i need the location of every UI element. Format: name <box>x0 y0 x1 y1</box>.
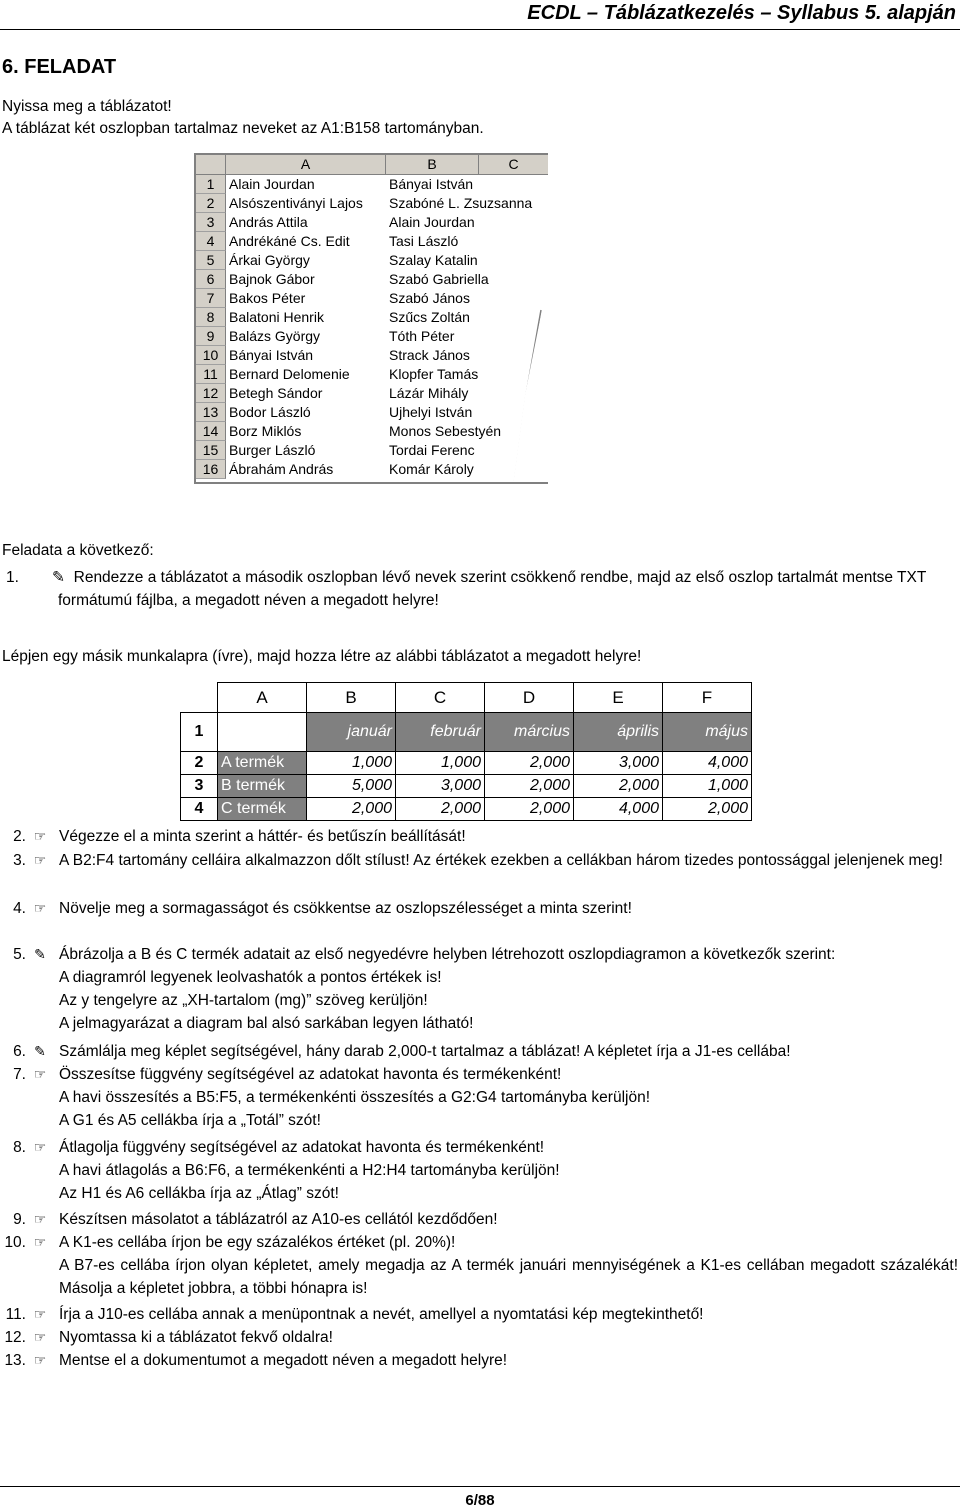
intro-line: A táblázat két oszlopban tartalmaz neveket az A1:B158 tartományban. <box>2 120 484 137</box>
footer-rule <box>0 1486 960 1487</box>
row-number: 1 <box>196 175 226 194</box>
item-text: A K1-es cellába írjon be egy százalékos értéket (pl. 20%)! <box>59 1234 456 1251</box>
value-cell: 2,000 <box>485 752 574 775</box>
cell-a: Borz Miklós <box>229 423 302 439</box>
pointing-hand-icon: ☞ <box>33 1211 47 1227</box>
item-number: 7. <box>13 1066 26 1083</box>
row-number: 4 <box>196 232 226 251</box>
cell-a: Burger László <box>229 442 316 458</box>
cell-a: Alsószentiványi Lajos <box>229 195 363 211</box>
cell-a: Bodor László <box>229 404 311 420</box>
pointing-hand-icon: ☞ <box>33 1139 47 1155</box>
cell-b: Strack János <box>389 347 470 363</box>
cell-a: András Attila <box>229 214 308 230</box>
pointing-hand-icon: ☞ <box>33 1066 47 1082</box>
pencil-icon: ✎ <box>34 946 46 962</box>
item-text: Az y tengelyre az „XH-tartalom (mg)” szöveg kerüljön! <box>59 992 428 1009</box>
pointing-hand-icon: ☞ <box>33 852 47 868</box>
item-text: Összesítse függvény segítségével az adatokat havonta és termékenként! <box>59 1066 562 1083</box>
item-number: 1. <box>6 569 19 586</box>
row-number: 10 <box>196 346 226 365</box>
header-rule <box>0 29 960 30</box>
row-number: 12 <box>196 384 226 403</box>
item-text: Növelje meg a sormagasságot és csökkentse az oszlopszélességet a minta szerint! <box>59 900 632 917</box>
value-cell: 4,000 <box>663 752 752 775</box>
value-cell: 3,000 <box>396 775 485 798</box>
item-number: 6. <box>13 1043 26 1060</box>
item-text: A G1 és A5 cellákba írja a „Totál” szót! <box>59 1112 321 1129</box>
page-header <box>0 0 960 32</box>
page-number: 6/88 <box>465 1492 495 1509</box>
month-cell: február <box>396 713 485 752</box>
column-header-a: A <box>226 155 386 174</box>
cell-a: Bernard Delomenie <box>229 366 350 382</box>
item-number: 5. <box>13 946 26 963</box>
sample-header-row <box>181 683 752 713</box>
month-cell: január <box>307 713 396 752</box>
cell-a: Árkai György <box>229 252 310 268</box>
item-text: Ábrázolja a B és C termék adatait az első negyedévre helyben létrehozott oszlopdiagramon a következők szerint: <box>59 946 836 963</box>
value-cell: 2,000 <box>307 798 396 821</box>
month-cell: május <box>663 713 752 752</box>
row-number: 14 <box>196 422 226 441</box>
sample-data-row <box>181 752 752 775</box>
sample-data-row <box>181 798 752 821</box>
value-cell: 4,000 <box>574 798 663 821</box>
row-number: 13 <box>196 403 226 422</box>
item-text: A B7-es cellába írjon olyan képletet, amely megadja az A termék januári mennyiségének a K1-es cellában megadott százalékát! Másolja a képletet jobbra, a többi hónapra is! <box>59 1257 958 1297</box>
pointing-hand-icon: ☞ <box>33 1329 47 1345</box>
cell-b: Szűcs Zoltán <box>389 309 470 325</box>
product-label: C termék <box>218 798 307 821</box>
value-cell: 1,000 <box>307 752 396 775</box>
month-cell: március <box>485 713 574 752</box>
item-text: A jelmagyarázat a diagram bal alsó sarkában legyen látható! <box>59 1015 474 1032</box>
cell-b: Klopfer Tamás <box>389 366 479 382</box>
column-header-b: B <box>386 155 479 174</box>
cell-a: Andrékáné Cs. Edit <box>229 233 350 249</box>
row-number: 2 <box>181 752 218 775</box>
cell-b: Tóth Péter <box>389 328 455 344</box>
value-cell: 3,000 <box>574 752 663 775</box>
item-text: A B2:F4 tartomány celláira alkalmazzon dőlt stílust! Az értékek ezekben a cellákban három tizedes pontossággal jelenjenek meg! <box>59 852 943 869</box>
row-number: 5 <box>196 251 226 270</box>
item-text: Készítsen másolatot a táblázatról az A10-es cellától kezdődően! <box>59 1211 498 1228</box>
item-number: 9. <box>13 1211 26 1228</box>
cell-a: Balatoni Henrik <box>229 309 324 325</box>
sample-col-header: F <box>663 683 752 713</box>
cell-a: Ábrahám András <box>229 461 334 477</box>
cell-a: Betegh Sándor <box>229 385 323 401</box>
sample-col-header: E <box>574 683 663 713</box>
cell-a: Bajnok Gábor <box>229 271 315 287</box>
row-number: 7 <box>196 289 226 308</box>
value-cell: 1,000 <box>663 775 752 798</box>
intro <box>2 96 484 140</box>
item-number: 4. <box>13 900 26 917</box>
pointing-hand-icon: ☞ <box>33 828 47 844</box>
task-item-1 <box>6 566 956 612</box>
item-number: 8. <box>13 1139 26 1156</box>
row-number: 2 <box>196 194 226 213</box>
row-number: 11 <box>196 365 226 384</box>
cell-a: Bányai István <box>229 347 314 363</box>
sample-row-1 <box>181 713 752 752</box>
item-text: Mentse el a dokumentumot a megadott néven a megadott helyre! <box>59 1352 508 1369</box>
torn-edge <box>196 155 548 482</box>
cell-b: Szabó János <box>389 290 470 306</box>
row-number: 1 <box>181 713 218 752</box>
row-number: 6 <box>196 270 226 289</box>
sample-col-header: B <box>307 683 396 713</box>
item-text: Írja a J10-es cellába annak a menüpontnak a nevét, amellyel a nyomtatási kép megtekinthető! <box>59 1306 704 1323</box>
row-number: 9 <box>196 327 226 346</box>
sample-col-header: A <box>218 683 307 713</box>
cell-b: Szabóné L. Zsuzsanna <box>389 195 533 211</box>
value-cell: 5,000 <box>307 775 396 798</box>
intro-line: Nyissa meg a táblázatot! <box>2 98 172 115</box>
item-number: 11. <box>5 1306 26 1323</box>
row-number: 16 <box>196 460 226 479</box>
cell-b: Lázár Mihály <box>389 385 469 401</box>
cell-b: Tordai Ferenc <box>389 442 475 458</box>
pencil-icon: ✎ <box>52 569 65 586</box>
row-number: 3 <box>196 213 226 232</box>
corner-cell <box>181 683 218 713</box>
item-text: Az H1 és A6 cellákba írja az „Átlag” szót! <box>59 1185 339 1202</box>
month-cell: április <box>574 713 663 752</box>
value-cell: 2,000 <box>485 775 574 798</box>
item-text: Nyomtassa ki a táblázatot fekvő oldalra! <box>59 1329 333 1346</box>
cell-a: Bakos Péter <box>229 290 306 306</box>
cell-a: Alain Jourdan <box>229 176 315 192</box>
row-number: 4 <box>181 798 218 821</box>
item-text: Számlálja meg képlet segítségével, hány darab 2,000-t tartalmaz a táblázat! A képletet írja a J1-es cellába! <box>59 1043 791 1060</box>
row-number: 8 <box>196 308 226 327</box>
product-label: A termék <box>218 752 307 775</box>
sample-table <box>180 682 752 821</box>
item-number: 13. <box>4 1352 26 1369</box>
item-text: A diagramról legyenek leolvashatók a pontos értékek is! <box>59 969 442 986</box>
item-text: A havi átlagolás a B6:F6, a termékenkénti a H2:H4 tartományba kerüljön! <box>59 1162 560 1179</box>
cell-b: Szabó Gabriella <box>389 271 489 287</box>
cell-a: Balázs György <box>229 328 321 344</box>
sample-col-header: C <box>396 683 485 713</box>
column-header-c: C <box>508 156 519 172</box>
item-text: Átlagolja függvény segítségével az adatokat havonta és termékenként! <box>59 1139 545 1156</box>
item-text: A havi összesítés a B5:F5, a termékenkénti összesítés a G2:G4 tartományba kerüljön! <box>59 1089 651 1106</box>
value-cell: 2,000 <box>574 775 663 798</box>
value-cell: 2,000 <box>663 798 752 821</box>
sample-col-header: D <box>485 683 574 713</box>
pointing-hand-icon: ☞ <box>33 1352 47 1368</box>
value-cell: 2,000 <box>485 798 574 821</box>
item-number: 10. <box>4 1234 26 1251</box>
value-cell: 2,000 <box>396 798 485 821</box>
task-title: 6. FELADAT <box>2 56 117 78</box>
item-number: 12. <box>4 1329 26 1346</box>
row-number: 15 <box>196 441 226 460</box>
instruction-text: Lépjen egy másik munkalapra (ívre), majd hozza létre az alábbi táblázatot a megadott helyre! <box>2 648 642 665</box>
cell-b: Tasi László <box>389 233 459 249</box>
header-title: ECDL – Táblázatkezelés – Syllabus 5. alapján <box>527 2 956 24</box>
cell-b: Ujhelyi István <box>389 404 473 420</box>
item-text: Végezze el a minta szerint a háttér- és betűszín beállítását! <box>59 828 466 845</box>
row-number: 3 <box>181 775 218 798</box>
pencil-icon: ✎ <box>34 1043 46 1059</box>
pointing-hand-icon: ☞ <box>33 900 47 916</box>
product-label: B termék <box>218 775 307 798</box>
value-cell: 1,000 <box>396 752 485 775</box>
cell-b: Bányai István <box>389 176 474 192</box>
pointing-hand-icon: ☞ <box>33 1234 47 1250</box>
sample-data-row <box>181 775 752 798</box>
empty-cell <box>218 713 307 752</box>
pointing-hand-icon: ☞ <box>33 1306 47 1322</box>
item-text: Rendezze a táblázatot a második oszlopban lévő nevek szerint csökkenő rendbe, majd az első oszlop tartalmát mentse TXT formátumú fájlba, a megadott néven a megadott helyre! <box>58 569 927 609</box>
item-number: 3. <box>13 852 26 869</box>
item-number: 2. <box>13 828 26 845</box>
cell-b: Alain Jourdan <box>389 214 475 230</box>
cell-b: Szalay Katalin <box>389 252 478 268</box>
spreadsheet-screenshot <box>194 153 548 484</box>
task-intro: Feladata a következő: <box>2 542 154 559</box>
cell-b: Komár Károly <box>389 461 474 477</box>
cell-b: Monos Sebestyén <box>389 423 502 439</box>
